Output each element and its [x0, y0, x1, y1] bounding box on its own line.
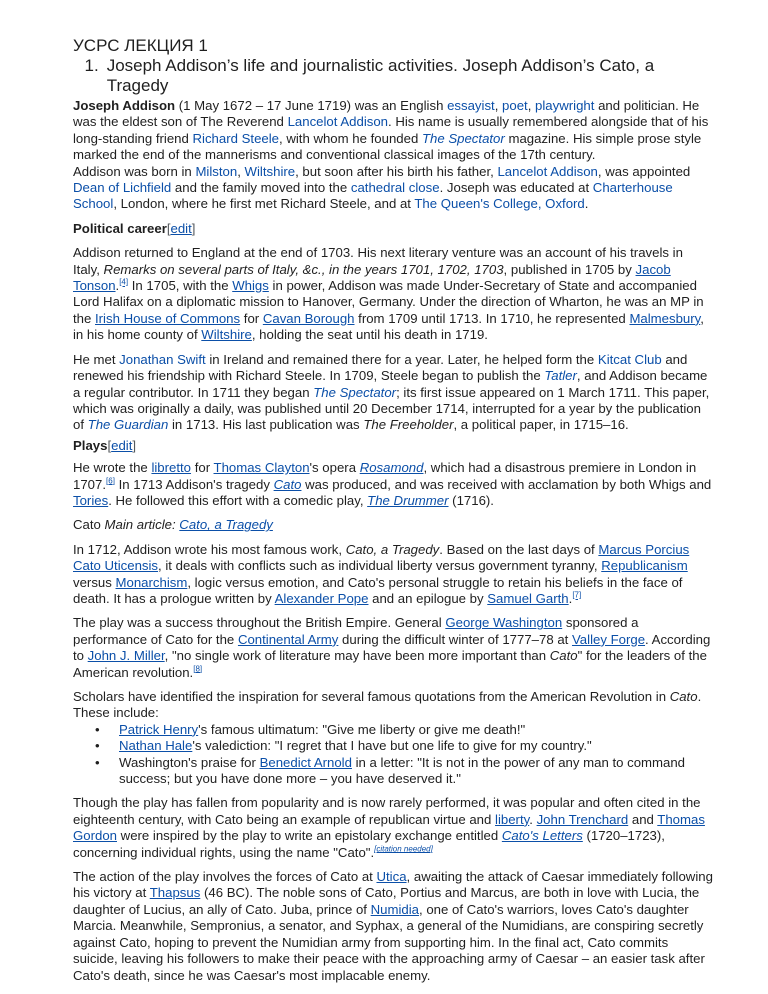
- link-catos-letters[interactable]: Cato's Letters: [501, 828, 583, 844]
- edit-bracket: [: [166, 220, 171, 236]
- text-run: (46 BC). The noble sons of Cato, Portius and Marcus, are both in love with Lucia, the daughter of Lucius, an ally of Cato. Juba, prince of: [73, 885, 700, 917]
- italic-title: Cato, a Tragedy: [345, 541, 440, 557]
- edit-link[interactable]: edit: [170, 220, 192, 236]
- text-run: . His name is usually remembered alongside that of his long-standing friend: [73, 114, 709, 146]
- text-run: and politician. He was the eldest son of The Reverend: [73, 98, 700, 130]
- link-utica[interactable]: Utica: [376, 869, 407, 885]
- political-paragraph-2: [73, 352, 713, 434]
- section-heading-plays: [73, 438, 713, 454]
- link-thapsus[interactable]: Thapsus: [149, 885, 201, 901]
- list-item: [73, 722, 713, 738]
- list-item: [73, 755, 713, 788]
- text-run: sponsored a performance of Cato for the: [73, 615, 639, 647]
- text-run: from 1709 until 1713. In 1710, he represented: [354, 310, 630, 326]
- text-run: (1 May 1672 – 17 June 1719) was an English: [175, 98, 448, 113]
- link-george-washington[interactable]: George Washington: [445, 615, 563, 631]
- text-run: (1720–1723), concerning individual rights, using the name "Cato".: [73, 828, 665, 860]
- link-playwright[interactable]: playwright: [535, 98, 595, 113]
- text-run: , "no single work of literature may have been more important than: [164, 648, 550, 664]
- plays-paragraph-5: [73, 795, 713, 861]
- text-run: . Joseph was educated at: [439, 180, 593, 196]
- text-run: and: [628, 811, 658, 827]
- edit-bracket: ]: [132, 437, 137, 453]
- citation-needed[interactable]: [citation needed]: [374, 844, 433, 854]
- edit-link[interactable]: edit: [111, 437, 133, 453]
- text-run: and the family moved into the: [171, 180, 351, 196]
- plays-paragraph-6: [73, 869, 713, 984]
- link-the-drummer[interactable]: The Drummer: [367, 492, 449, 508]
- link-cato-a-tragedy[interactable]: Cato, a Tragedy: [179, 517, 273, 533]
- text-run: Washington's praise for: [119, 754, 260, 770]
- link-libretto[interactable]: libretto: [151, 460, 192, 476]
- text-run: The action of the play involves the forces of Cato at: [73, 869, 377, 885]
- lecture-heading: [73, 56, 713, 96]
- link-whigs[interactable]: Whigs: [232, 278, 269, 294]
- italic-title: Cato: [669, 689, 698, 704]
- text-run: Addison was born in: [73, 163, 196, 179]
- text-run: were inspired by the play to write an epistolary exchange entitled: [117, 828, 502, 844]
- text-run: was produced, and was received with acclamation by both Whigs and: [301, 476, 712, 492]
- text-run: , published in 1705 by: [503, 261, 636, 277]
- link-poet[interactable]: poet: [502, 98, 528, 113]
- lecture-title: Joseph Addison’s life and journalistic activities. Joseph Addison’s Cato, a Tragedy: [106, 56, 655, 95]
- text-run: . According to: [73, 631, 711, 664]
- link-tories[interactable]: Tories: [73, 492, 109, 508]
- link-lancelot-addison[interactable]: Lancelot Addison: [497, 163, 598, 179]
- plays-paragraph-4: [73, 689, 713, 722]
- plays-paragraph-2: [73, 542, 713, 608]
- intro-paragraph: [73, 98, 713, 164]
- link-republicanism[interactable]: Republicanism: [601, 558, 688, 574]
- text-run: , holding the seat until his death in 1719.: [251, 327, 488, 343]
- text-run: ,: [494, 98, 503, 113]
- list-item: [73, 738, 713, 754]
- text-run: ,: [237, 163, 245, 179]
- text-run: , and Addison became a regular contributor. In 1711 they began: [73, 368, 708, 400]
- edit-bracket: ]: [191, 220, 196, 236]
- text-run: , which had a disastrous premiere in London in 1707.: [73, 460, 697, 492]
- italic-title: The Freeholder: [363, 417, 454, 433]
- link-the-guardian[interactable]: The Guardian: [87, 417, 169, 433]
- link-valley-forge[interactable]: Valley Forge: [571, 631, 646, 647]
- link-alexander-pope[interactable]: Alexander Pope: [274, 590, 369, 606]
- text-run: in a letter: "It is not in the power of any man to command success; but you have done more – you have deserved it.": [119, 754, 686, 787]
- edit-bracket: [: [107, 437, 112, 453]
- link-cavan-borough[interactable]: Cavan Borough: [262, 310, 355, 326]
- text-run: .: [568, 590, 573, 606]
- link-marcus-porcius-cato[interactable]: Marcus Porcius Cato Uticensis: [73, 541, 690, 574]
- reference-4[interactable]: [4]: [119, 277, 129, 287]
- plays-paragraph-3: [73, 615, 713, 681]
- text-run: .: [115, 278, 120, 294]
- section-heading-text: Political career: [73, 220, 167, 236]
- text-run: He met: [73, 351, 120, 367]
- italic-title: Remarks on several parts of Italy, &c., in the years 1701, 1702, 1703: [103, 261, 504, 277]
- link-the-spectator[interactable]: The Spectator: [421, 130, 505, 146]
- text-run: ,: [527, 98, 536, 113]
- note-label: Cato: [73, 517, 105, 533]
- link-wiltshire[interactable]: Wiltshire: [201, 327, 252, 343]
- text-run: , London, where he first met Richard Steele, and at: [113, 196, 415, 212]
- reference-6[interactable]: [6]: [106, 476, 115, 486]
- text-run: , logic versus emotion, and Cato's personal struggle to retain his beliefs in the face of death. It has a prologue written by: [73, 574, 683, 606]
- link-john-trenchard[interactable]: John Trenchard: [536, 811, 629, 827]
- text-run: in 1713. His last publication was: [168, 417, 364, 433]
- link-milston[interactable]: Milston: [195, 163, 238, 179]
- text-run: , one of Cato's warriors, loves Cato's daughter Marcia. Meanwhile, Sempronius, a senator, and Syphax, a general of the Numidians, are conspiring secretly against Cato, hoping to prevent the Numidian army from supporting him. In the final act, Cato commits suicide, leaving his followers to make their peace with the approaching army of Caesar – an easier task after Cato's death, since he was Caesar's most implacable enemy.: [73, 901, 705, 983]
- link-irish-house-of-commons[interactable]: Irish House of Commons: [95, 310, 241, 326]
- link-richard-steele[interactable]: Richard Steele: [192, 130, 279, 146]
- text-run: and renewed his friendship with Richard Steele. In 1709, Steele began to publish the: [73, 351, 688, 384]
- link-cato[interactable]: Cato: [273, 476, 302, 492]
- text-run: 's famous ultimatum: "Give me liberty or give me death!": [198, 721, 526, 737]
- link-nathan-hale[interactable]: Nathan Hale: [119, 738, 193, 754]
- text-run: . Based on the last days of: [439, 541, 599, 557]
- link-benedict-arnold[interactable]: Benedict Arnold: [259, 754, 352, 770]
- link-jonathan-swift[interactable]: Jonathan Swift: [119, 351, 206, 367]
- text-run: Addison returned to England at the end of 1703. His next literary venture was an account of his travels in Italy,: [73, 245, 683, 277]
- text-run: 's valediction: "I regret that I have but one life to give for my country.": [192, 738, 592, 754]
- italic-title: Cato: [549, 648, 578, 664]
- link-patrick-henry[interactable]: Patrick Henry: [119, 721, 199, 737]
- link-the-spectator[interactable]: The Spectator: [313, 384, 397, 400]
- link-wiltshire[interactable]: Wiltshire: [244, 163, 296, 179]
- text-run: .: [529, 811, 537, 827]
- link-continental-army[interactable]: Continental Army: [237, 631, 339, 647]
- link-charterhouse-school[interactable]: Charterhouse School: [73, 180, 673, 212]
- section-heading-text: Plays: [73, 437, 108, 453]
- link-dean-of-lichfield[interactable]: Dean of Lichfield: [73, 180, 172, 196]
- reference-7[interactable]: [7]: [572, 590, 582, 600]
- link-malmesbury[interactable]: Malmesbury: [629, 310, 701, 326]
- text-run: " for the leaders of the American revolution.: [73, 648, 707, 680]
- text-run: . These include:: [73, 689, 702, 721]
- birth-paragraph: [73, 164, 713, 213]
- text-run: in power, Addison was made Under-Secretary of State and accompanied Lord Halifax on a diplomatic mission to Hanover, Germany. Under the direction of Wharton, he was an MP in the: [73, 278, 704, 326]
- text-run: , but soon after his birth his father,: [295, 163, 498, 179]
- text-run: versus: [73, 574, 116, 590]
- link-essayist[interactable]: essayist: [447, 98, 495, 113]
- main-article-note: [73, 517, 713, 533]
- link-queens-college[interactable]: The Queen's College, Oxford: [414, 196, 585, 212]
- link-john-j-miller[interactable]: John J. Miller: [87, 648, 165, 664]
- text-run: (1716).: [448, 492, 494, 508]
- text-run: .: [584, 196, 589, 212]
- quotations-list: [73, 722, 713, 788]
- text-run: He wrote the: [73, 460, 152, 476]
- link-monarchism[interactable]: Monarchism: [115, 574, 188, 590]
- text-run: magazine. His simple prose style marked the end of the mannerisms and conventional classical images of the 17th century.: [73, 130, 702, 163]
- lecture-number: 1.: [84, 56, 99, 75]
- plays-paragraph-1: [73, 460, 713, 509]
- document-page: [73, 36, 713, 992]
- link-kitcat-club[interactable]: Kitcat Club: [597, 351, 662, 367]
- text-run: for: [240, 310, 263, 326]
- link-samuel-garth[interactable]: Samuel Garth: [487, 590, 569, 606]
- link-tatler[interactable]: Tatler: [544, 368, 577, 384]
- section-heading-political-career: [73, 221, 713, 237]
- link-liberty[interactable]: liberty: [495, 811, 530, 827]
- link-rosamond[interactable]: Rosamond: [359, 460, 424, 476]
- text-run: , with whom he founded: [279, 130, 422, 146]
- text-run: , it deals with conflicts such as individual liberty versus government tyranny,: [158, 558, 602, 574]
- text-run: , a political paper, in 1715–16.: [453, 417, 629, 433]
- reference-8[interactable]: [8]: [193, 664, 203, 674]
- note-prefix: Main article:: [104, 517, 180, 533]
- text-run: The play was a success throughout the British Empire. General: [73, 615, 446, 631]
- text-run: , awaiting the attack of Caesar immediately following his victory at: [73, 869, 713, 901]
- link-thomas-gordon[interactable]: Thomas Gordon: [73, 811, 705, 844]
- link-numidia[interactable]: Numidia: [370, 901, 420, 917]
- text-run: and an epilogue by: [368, 590, 488, 606]
- link-jacob-tonson[interactable]: Jacob Tonson: [73, 261, 671, 294]
- link-thomas-clayton[interactable]: Thomas Clayton: [213, 460, 310, 476]
- text-run: In 1713 Addison's tragedy: [114, 476, 274, 492]
- link-cathedral-close[interactable]: cathedral close: [350, 180, 440, 196]
- course-title: УСРС ЛЕКЦИЯ 1: [73, 36, 208, 55]
- text-run: . He followed this effort with a comedic play,: [108, 492, 368, 508]
- text-run: in Ireland and remained there for a year. Later, he helped form the: [205, 351, 598, 367]
- text-run: In 1705, with the: [128, 278, 233, 294]
- link-lancelot-addison[interactable]: Lancelot Addison: [287, 114, 389, 130]
- subject-name: Joseph Addison: [73, 98, 176, 113]
- text-run: Scholars have identified the inspiration for several famous quotations from the American Revolution in: [73, 689, 670, 704]
- text-run: 's opera: [309, 460, 360, 476]
- text-run: Though the play has fallen from popularity and is now rarely performed, it was popular and often cited in the eighteenth century, with Cato being an example of republican virtue and: [73, 795, 701, 827]
- text-run: ; its first issue appeared on 1 March 1711. This paper, which was originally a daily, was published until 20 December 1714, interrupted for a year by the publication of: [73, 384, 710, 433]
- text-run: , in his home county of: [73, 310, 704, 343]
- text-run: In 1712, Addison wrote his most famous work,: [73, 541, 346, 557]
- political-paragraph-1: [73, 245, 713, 343]
- text-run: , was appointed: [597, 163, 691, 179]
- text-run: during the difficult winter of 1777–78 at: [338, 631, 572, 647]
- text-run: for: [191, 460, 214, 476]
